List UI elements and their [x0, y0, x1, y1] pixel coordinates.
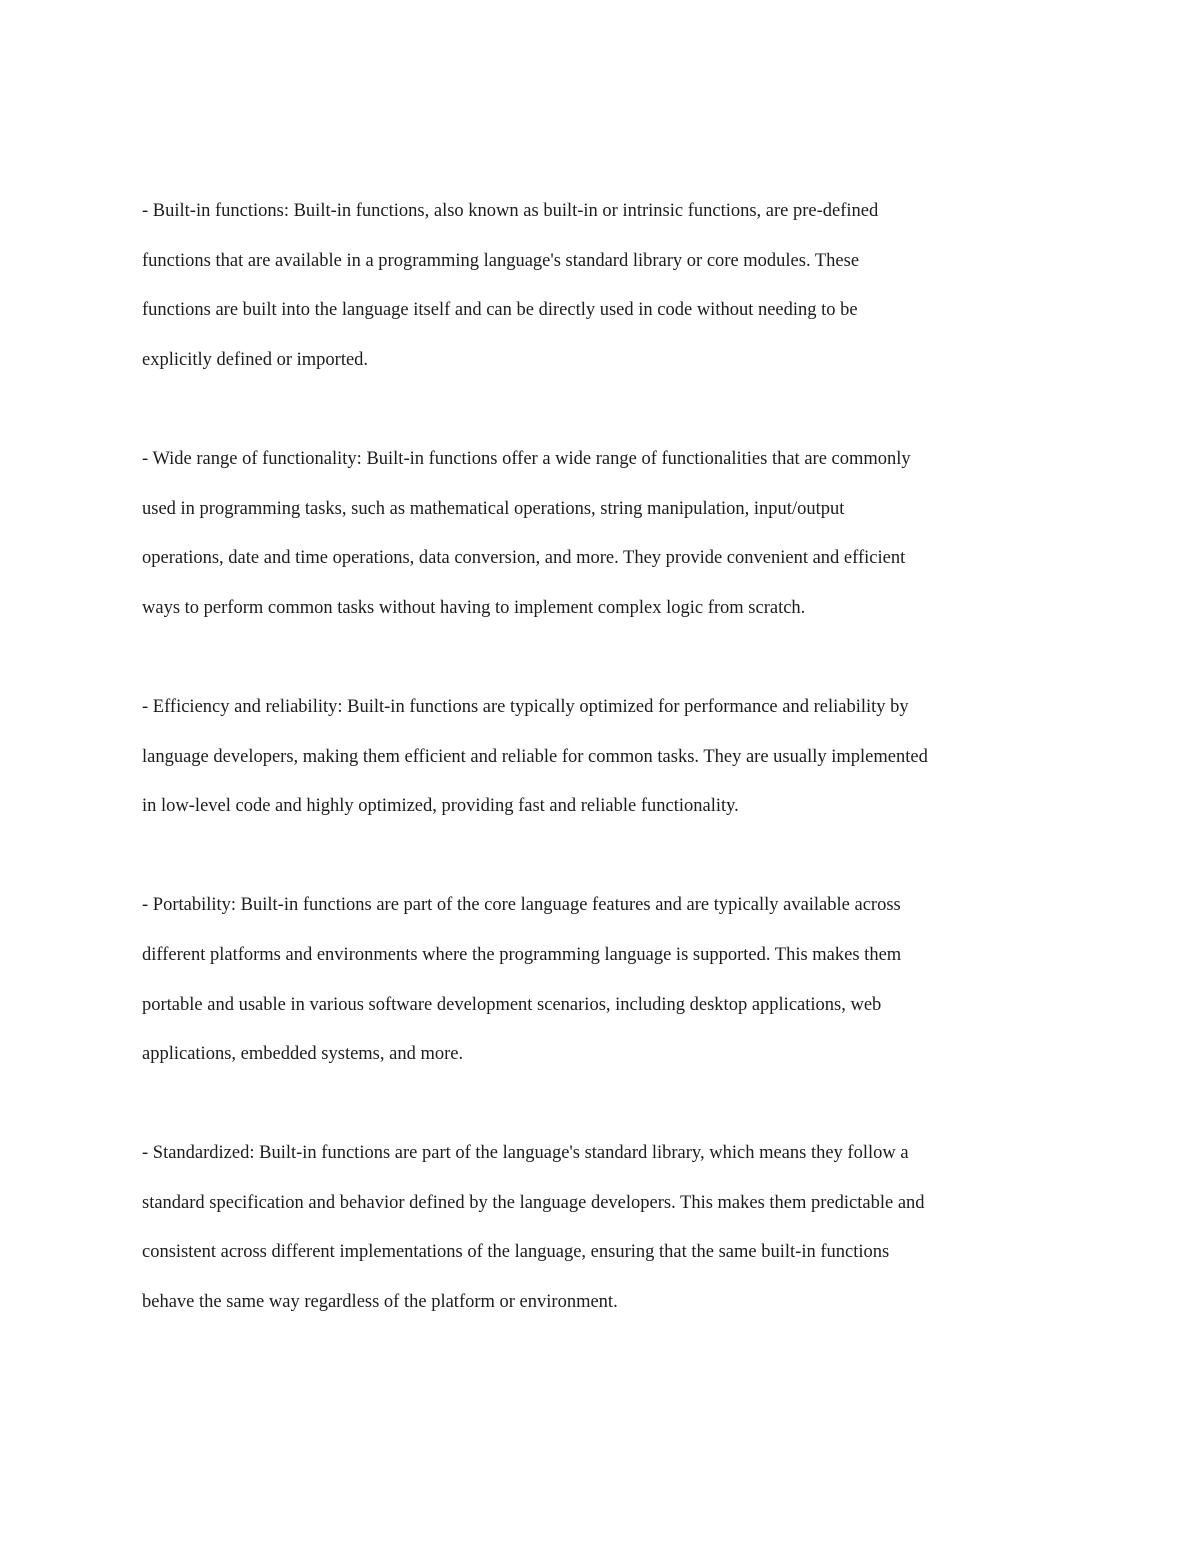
text-line: - Portability: Built-in functions are part of the core language features and are typically available across — [142, 895, 901, 916]
document-body — [142, 187, 1062, 1328]
paragraph-standardized — [142, 1129, 1062, 1327]
text-line: in low-level code and highly optimized, providing fast and reliable functionality. — [142, 796, 739, 817]
text-line: functions are built into the language itself and can be directly used in code without needing to be — [142, 300, 858, 321]
text-line: - Built-in functions: Built-in functions, also known as built-in or intrinsic functions, are pre-defined — [142, 201, 879, 221]
text-line: functions that are available in a programming language's standard library or core modules. These — [142, 250, 860, 271]
text-line: applications, embedded systems, and more. — [142, 1044, 464, 1065]
text-line: portable and usable in various software development scenarios, including desktop applications, web — [142, 994, 882, 1015]
text-line: operations, date and time operations, data conversion, and more. They provide convenient and efficient — [142, 548, 906, 569]
paragraph-portability — [142, 881, 1062, 1079]
text-line: - Wide range of functionality: Built-in functions offer a wide range of functionalities that are commonly — [142, 448, 911, 469]
text-line: ways to perform common tasks without having to implement complex logic from scratch. — [142, 597, 806, 618]
paragraph-wide-range-of-functionality — [142, 435, 1062, 633]
text-line: - Standardized: Built-in functions are part of the language's standard library, which means they follow a — [142, 1143, 909, 1164]
text-line: different platforms and environments where the programming language is supported. This makes them — [142, 944, 902, 965]
text-line: explicitly defined or imported. — [142, 349, 369, 370]
text-line: behave the same way regardless of the platform or environment. — [142, 1292, 618, 1313]
paragraph-built-in-functions — [142, 187, 1062, 385]
text-line: used in programming tasks, such as mathematical operations, string manipulation, input/output — [142, 498, 845, 519]
text-line: consistent across different implementations of the language, ensuring that the same built-in functions — [142, 1242, 890, 1263]
text-line: standard specification and behavior defined by the language developers. This makes them predictable and — [142, 1192, 925, 1213]
paragraph-efficiency-and-reliability — [142, 683, 1062, 832]
text-line: - Efficiency and reliability: Built-in functions are typically optimized for performance and reliability by — [142, 696, 909, 717]
text-line: language developers, making them efficient and reliable for common tasks. They are usually implemented — [142, 746, 928, 767]
